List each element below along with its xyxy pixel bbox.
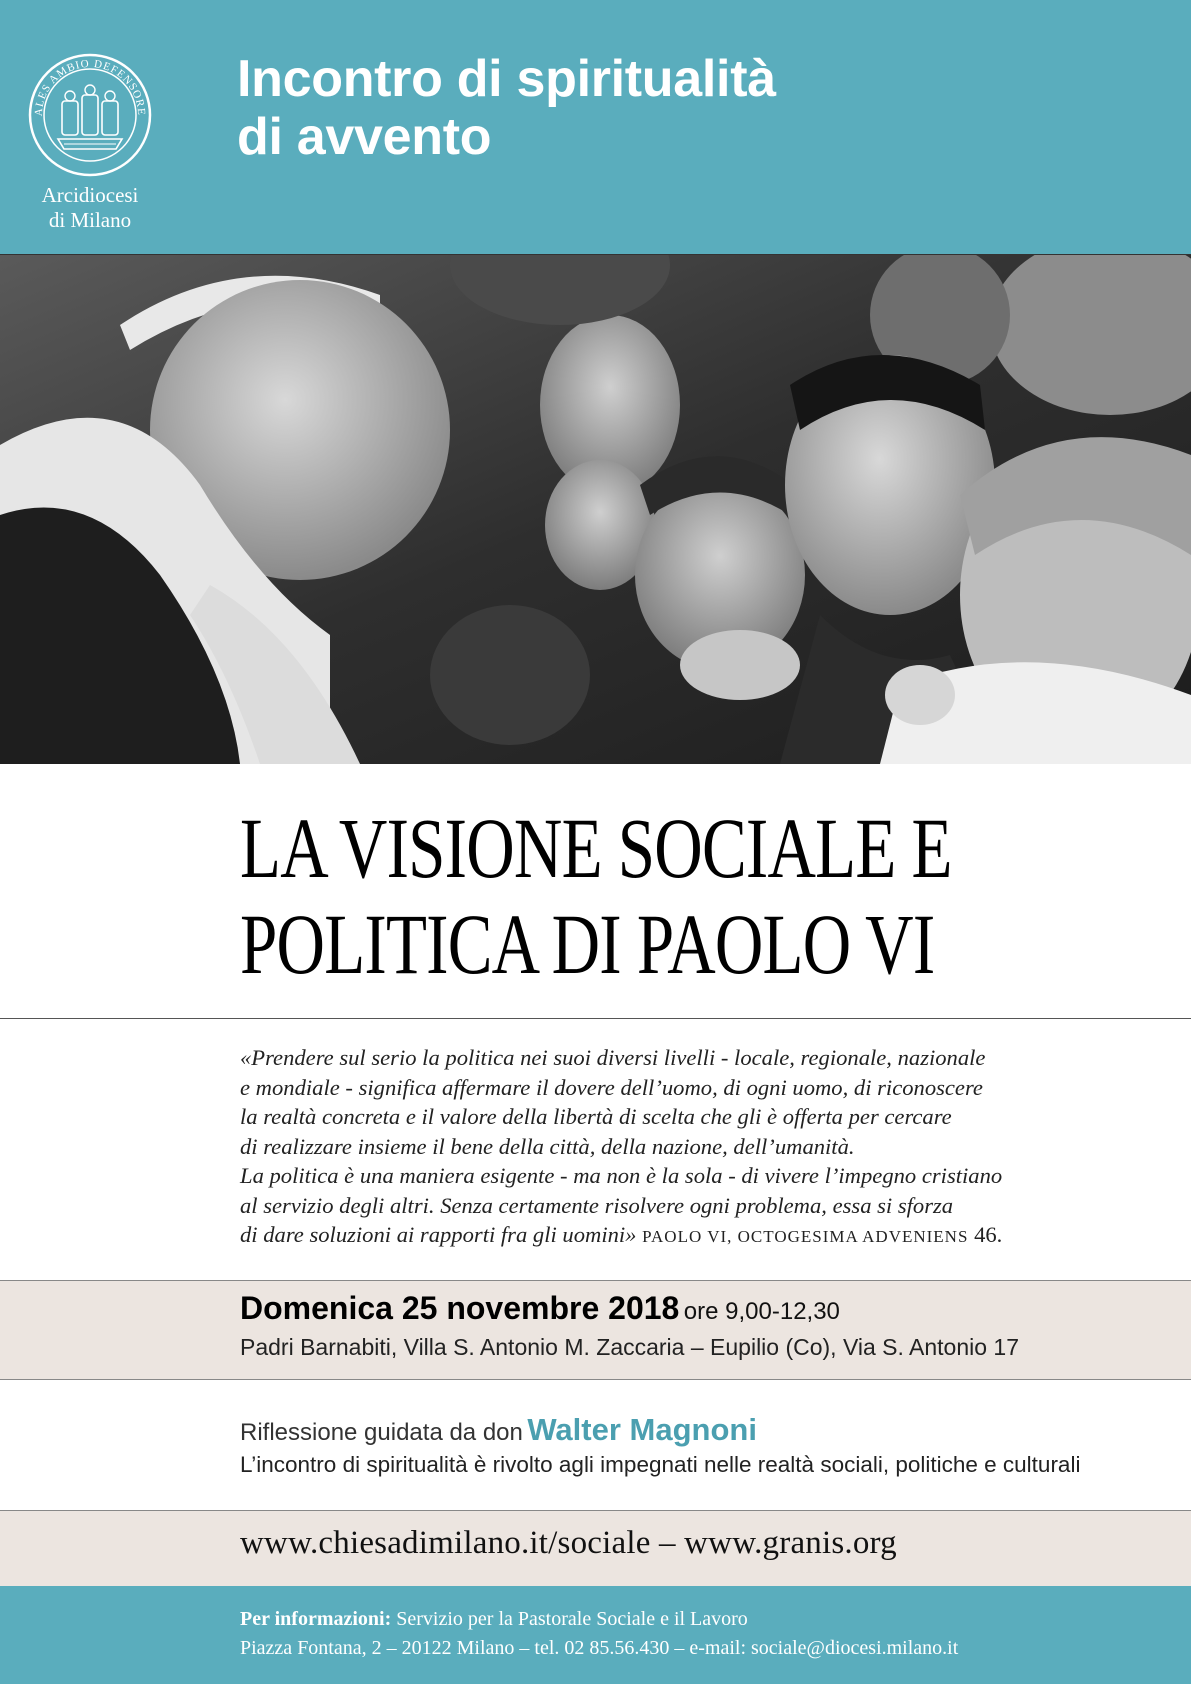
speaker-name: Walter Magnoni (527, 1412, 757, 1447)
info-service: Servizio per la Pastorale Sociale e il Lavoro (396, 1608, 748, 1630)
historical-photo (0, 255, 1191, 764)
event-title (237, 50, 1137, 166)
speaker-line (240, 1412, 757, 1448)
main-title (240, 800, 973, 992)
quote-line: al servizio degli altri. Senza certamente risolvere ogni problema, essa si sforza (240, 1192, 954, 1218)
footer-band (0, 1586, 1191, 1684)
organization-name (14, 183, 166, 233)
event-title-line1: Incontro di spiritualità (237, 50, 776, 108)
quote-last-line (240, 1220, 1160, 1252)
event-hours: ore 9,00-12,30 (683, 1298, 840, 1325)
main-title-line2: POLITICA DI PAOLO VI (240, 896, 935, 992)
contact-address[interactable]: Piazza Fontana, 2 – 20122 Milano – tel. 02 85.56.430 – e-mail: sociale@diocesi.milano.it (240, 1637, 959, 1659)
event-date: Domenica 25 novembre 2018 (240, 1290, 680, 1326)
quote-line: «Prendere sul serio la politica nei suoi diversi livelli - locale, regionale, nazionale (240, 1045, 986, 1070)
info-line (240, 1608, 748, 1631)
audience-note: L’incontro di spiritualità è rivolto agli impegnati nelle realtà sociali, politiche e culturali (240, 1452, 1081, 1477)
quote-line: la realtà concreta e il valore della libertà di scelta che gli è offerta per cercare (240, 1104, 952, 1129)
org-name-line2: di Milano (48, 208, 132, 232)
quote-line: di realizzare insieme il bene della città, della nazione, dell’umanità. (240, 1133, 855, 1159)
quote-source: PAOLO VI, OCTOGESIMA ADVENIENS (642, 1227, 969, 1246)
quote-line: La politica è una maniera esigente - ma non è la sola - di vivere l’impegno cristiano (240, 1163, 1003, 1188)
org-name-line1: Arcidiocesi (41, 183, 139, 207)
quote-block (240, 1043, 1160, 1252)
quote-source-number: 46. (974, 1222, 1003, 1247)
event-date-line (240, 1290, 840, 1327)
quote-line: di dare soluzioni ai rapporti fra gli uomini» (240, 1222, 637, 1247)
website-links[interactable]: www.chiesadimilano.it/sociale – www.granis.org (240, 1525, 897, 1561)
event-title-line2: di avvento (237, 108, 492, 166)
info-label: Per informazioni: (240, 1608, 392, 1630)
quote-line: e mondiale - significa affermare il dovere dell’uomo, di ogni uomo, di riconoscere (240, 1074, 983, 1100)
svg-text:TALES AMBIO DEFENSORES: ALES AMBIO DEFENSORE (32, 57, 148, 117)
diocese-seal-logo (28, 53, 152, 177)
main-title-line1: LA VISIONE SOCIALE E (240, 800, 952, 896)
divider (0, 1018, 1191, 1019)
speaker-intro: Riflessione guidata da don (240, 1419, 523, 1446)
event-venue: Padri Barnabiti, Villa S. Antonio M. Zaccaria – Eupilio (Co), Via S. Antonio 17 (240, 1334, 1020, 1360)
